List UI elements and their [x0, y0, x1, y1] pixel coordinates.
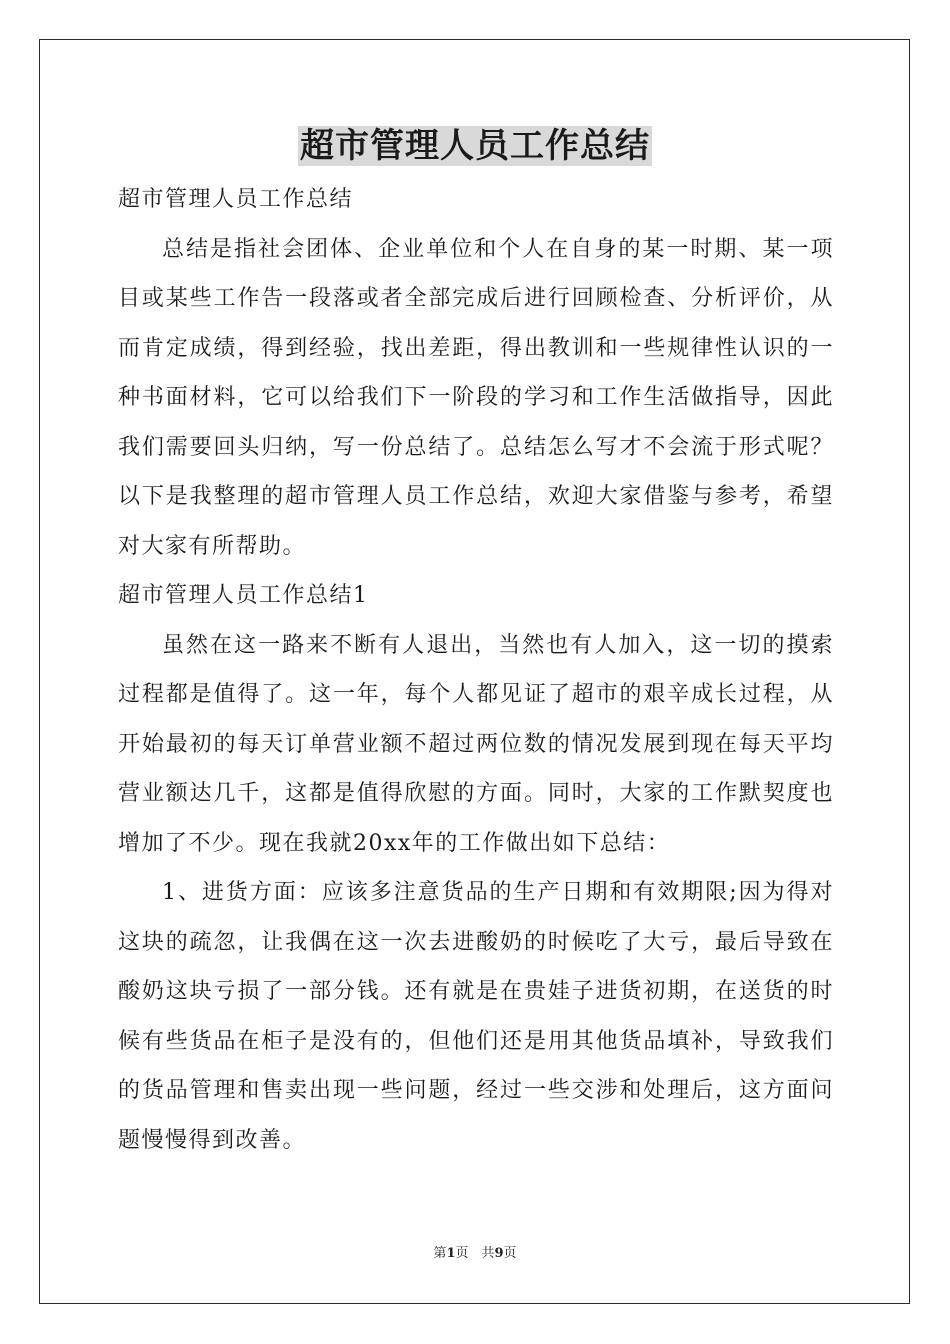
- footer-page-mid: 页 共: [455, 1246, 495, 1261]
- subtitle-heading: 超市管理人员工作总结: [118, 187, 354, 212]
- footer-current-page: 1: [446, 1246, 456, 1261]
- document-body: [118, 175, 834, 1165]
- footer-total-pages: 9: [494, 1246, 504, 1261]
- purchasing-paragraph: 1、进货方面：应该多注意货品的生产日期和有效期限;因为得对这块的疏忽，让我偶在这一次去进酸奶的时候吃了大亏，最后导致在酸奶这块亏损了一部分钱。还有就是在贵娃子进货初期，在送货的时候有些货品在柜子是没有的，但他们还是用其他货品填补，导致我们的货品管理和售卖出现一些问题，经过一些交涉和处理后，这方面问题慢慢得到改善。: [118, 880, 834, 1153]
- intro-paragraph: 总结是指社会团体、企业单位和个人在自身的某一时期、某一项目或某些工作告一段落或者全部完成后进行回顾检查、分析评价，从而肯定成绩，得到经验，找出差距，得出教训和一些规律性认识的一种书面材料，它可以给我们下一阶段的学习和工作生活做指导，因此我们需要回头归纳，写一份总结了。总结怎么写才不会流于形式呢？以下是我整理的超市管理人员工作总结，欢迎大家借鉴与参考，希望对大家有所帮助。: [118, 236, 834, 559]
- footer-page-prefix: 第: [433, 1246, 447, 1261]
- section-heading-1: 超市管理人员工作总结1: [118, 583, 369, 608]
- document-title-text: 超市管理人员工作总结: [300, 126, 650, 166]
- footer-page-suffix: 页: [503, 1246, 517, 1261]
- section-1-paragraph: 虽然在这一路来不断有人退出，当然也有人加入，这一切的摸索过程都是值得了。这一年，每个人都见证了超市的艰辛成长过程，从开始最初的每天订单营业额不超过两位数的情况发展到现在每天平均营业额达几千，这都是值得欣慰的方面。同时，大家的工作默契度也增加了不少。现在我就20xx年的工作做出如下总结：: [118, 632, 834, 856]
- page-footer: [0, 1244, 950, 1264]
- document-title: [0, 122, 950, 170]
